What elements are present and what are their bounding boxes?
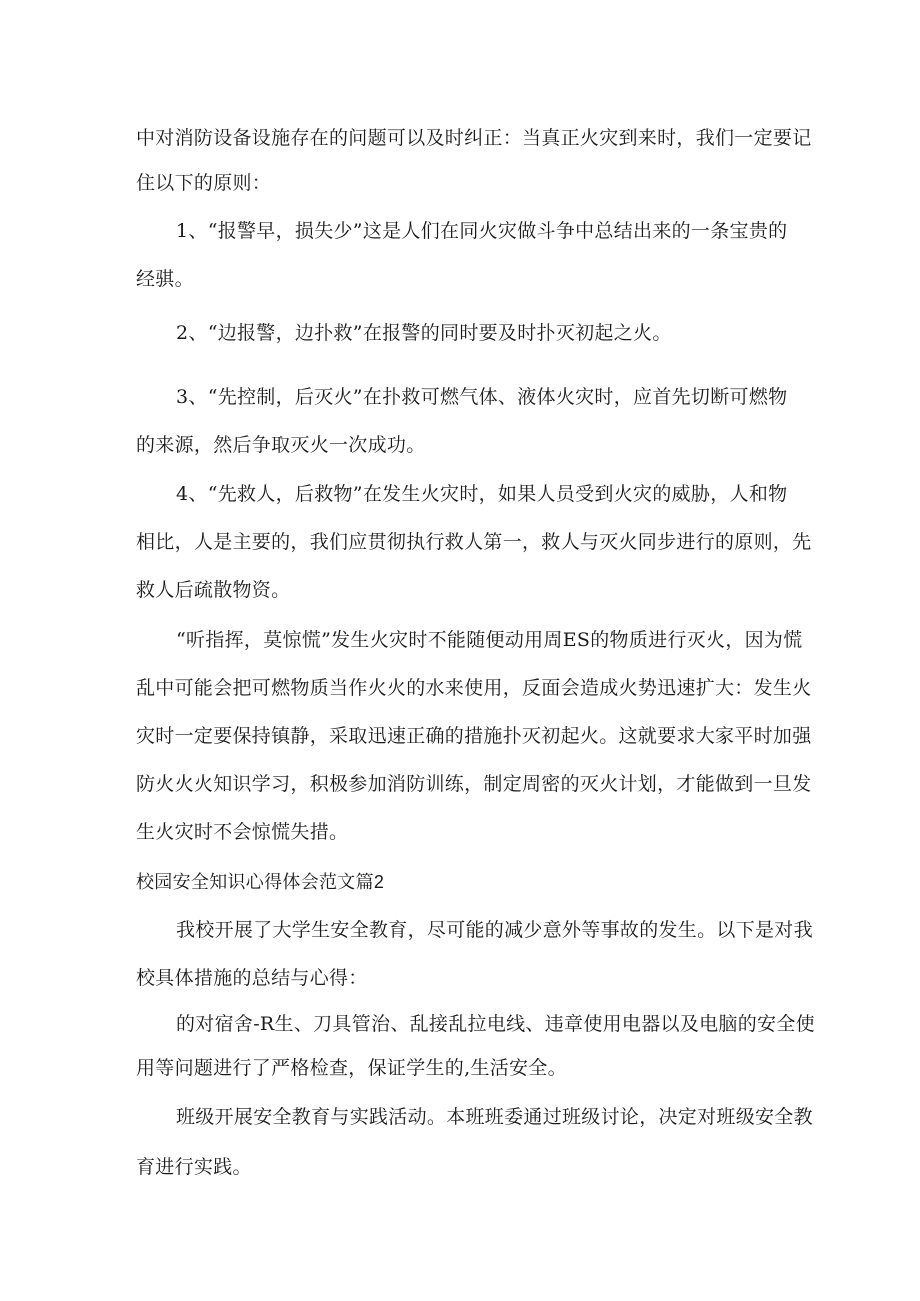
text-line-13: 灾时一定要保持镇静，采取迅速正确的措施扑灭初起火。这就要求大家平时加强	[136, 725, 812, 747]
text-line-21: 班级开展安全教育与实践活动。本班班委通过班级讨论，决定对班级安全教	[176, 1106, 813, 1128]
text-line-14: 防火火火知识学习，积极参加消防训练，制定周密的灭火计划，才能做到一旦发	[136, 773, 812, 795]
text-line-10: 救人后疏散物资。	[136, 579, 291, 601]
text-line-19: 的对宿舍-R生、刀具管治、乱接乱拉电线、违章使用电器以及电脑的安全使	[176, 1013, 815, 1035]
text-line-20: 用等问题进行了严格检查，保证学生的,生活安全。	[136, 1057, 567, 1079]
text-line-22: 育进行实践。	[136, 1156, 252, 1178]
text-line-6: 3、“先控制，后灭火”在扑救可燃气体、液体火灾时，应首先切断可燃物	[176, 386, 788, 408]
text-line-12: 乱中可能会把可燃物质当作火火的水来使用，反面会造成火势迅速扩大：发生火	[136, 677, 812, 699]
text-line-1: 中对消防设备设施存在的问题可以及时纠正：当真正火灾到来时，我们一定要记	[136, 127, 812, 149]
text-line-3: 1、“报警早，损失少”这是人们在同火灾做斗争中总结出来的一条宝贵的	[176, 220, 788, 242]
text-line-4: 经骐。	[136, 268, 194, 290]
text-line-8: 4、“先救人，后救物”在发生火灾时，如果人员受到火灾的威胁，人和物	[176, 483, 788, 505]
text-line-18: 校具体措施的总结与心得：	[136, 967, 368, 989]
text-line-15: 生火灾时不会惊慌失措。	[136, 821, 349, 843]
text-line-5: 2、“边报警，边扑救”在报警的同时要及时扑灭初起之火。	[176, 322, 672, 344]
text-line-17: 我校开展了大学生安全教育，尽可能的减少意外等事故的发生。以下是对我	[176, 919, 813, 941]
text-line-11: “听指挥，莫惊慌”发生火灾时不能随便动用周ES的物质进行灭火，因为慌	[176, 629, 803, 651]
text-line-7: 的来源，然后争取灭火一次成功。	[136, 434, 426, 456]
section-heading: 校园安全知识心得体会范文篇2	[136, 872, 385, 892]
text-line-9: 相比，人是主要的，我们应贯彻执行救人第一，救人与灭火同步进行的原则，先	[136, 531, 812, 553]
text-line-2: 住以下的原则：	[136, 172, 272, 194]
